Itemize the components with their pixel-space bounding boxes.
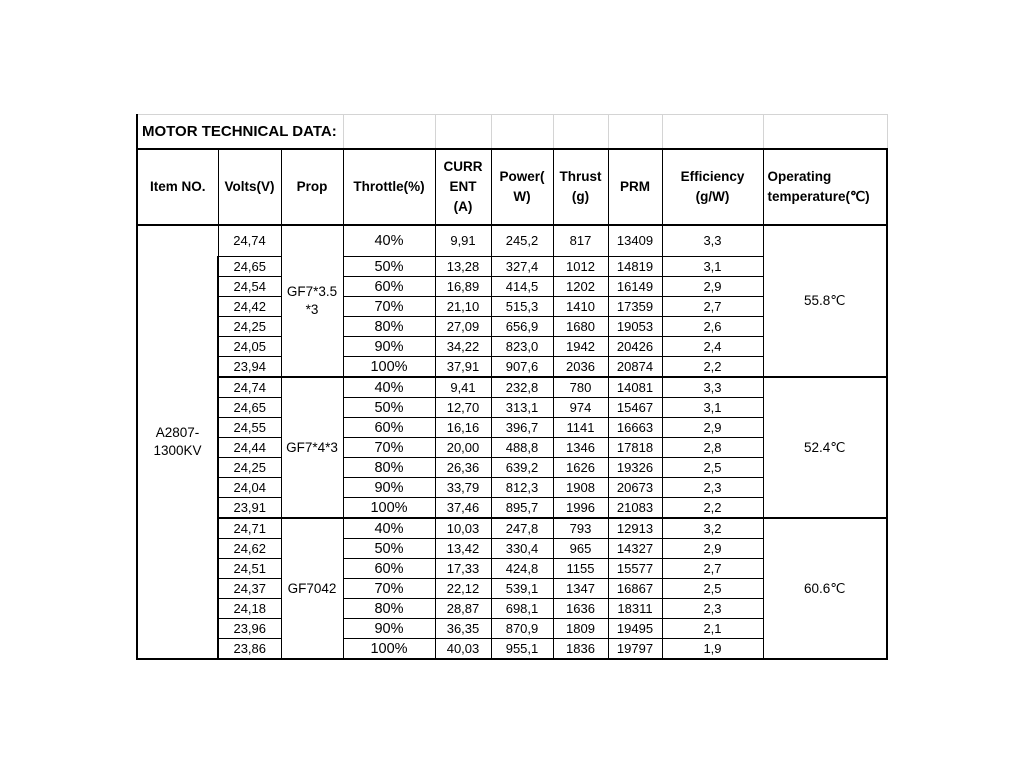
current-cell: 36,35 xyxy=(435,619,491,639)
throttle-cell: 40% xyxy=(343,518,435,539)
operating-temp-cell: 55.8℃ xyxy=(763,225,887,377)
rpm-cell: 19053 xyxy=(608,317,662,337)
header-current-line: ENT xyxy=(449,179,477,194)
efficiency-cell: 2,4 xyxy=(662,337,763,357)
throttle-cell: 60% xyxy=(343,277,435,297)
header-thrust xyxy=(553,149,608,225)
rpm-cell: 18311 xyxy=(608,599,662,619)
throttle-cell: 70% xyxy=(343,438,435,458)
table-row xyxy=(137,225,887,257)
throttle-cell: 60% xyxy=(343,559,435,579)
prop-line: GF7042 xyxy=(287,580,337,596)
volts-cell: 24,18 xyxy=(218,599,281,619)
thrust-cell: 1908 xyxy=(553,478,608,498)
current-cell: 10,03 xyxy=(435,518,491,539)
current-cell: 9,41 xyxy=(435,377,491,398)
prop-line: *3 xyxy=(305,302,319,317)
rpm-cell: 19495 xyxy=(608,619,662,639)
header-efficiency xyxy=(662,149,763,225)
thrust-cell: 817 xyxy=(553,225,608,257)
power-cell: 396,7 xyxy=(491,418,553,438)
empty-cell xyxy=(763,115,887,150)
power-cell: 515,3 xyxy=(491,297,553,317)
throttle-cell: 80% xyxy=(343,599,435,619)
thrust-cell: 793 xyxy=(553,518,608,539)
prop-line: GF7*3.5 xyxy=(286,284,338,299)
throttle-cell: 100% xyxy=(343,357,435,378)
prop-cell xyxy=(281,377,343,518)
header-power xyxy=(491,149,553,225)
power-cell: 895,7 xyxy=(491,498,553,519)
header-current xyxy=(435,149,491,225)
current-cell: 28,87 xyxy=(435,599,491,619)
power-cell: 488,8 xyxy=(491,438,553,458)
throttle-cell: 50% xyxy=(343,398,435,418)
volts-cell: 24,55 xyxy=(218,418,281,438)
current-cell: 34,22 xyxy=(435,337,491,357)
volts-cell: 24,65 xyxy=(218,257,281,277)
thrust-cell: 1942 xyxy=(553,337,608,357)
item-number-cell xyxy=(137,225,218,659)
volts-cell: 24,04 xyxy=(218,478,281,498)
header-rpm: PRM xyxy=(608,149,662,225)
prop-cell xyxy=(281,518,343,659)
throttle-cell: 90% xyxy=(343,478,435,498)
thrust-cell: 1202 xyxy=(553,277,608,297)
current-cell: 17,33 xyxy=(435,559,491,579)
current-cell: 20,00 xyxy=(435,438,491,458)
power-cell: 245,2 xyxy=(491,225,553,257)
efficiency-cell: 2,7 xyxy=(662,297,763,317)
throttle-cell: 80% xyxy=(343,317,435,337)
volts-cell: 24,65 xyxy=(218,398,281,418)
rpm-cell: 15467 xyxy=(608,398,662,418)
power-cell: 247,8 xyxy=(491,518,553,539)
power-cell: 539,1 xyxy=(491,579,553,599)
header-volts: Volts(V) xyxy=(218,149,281,225)
header-temp-line: temperature(℃) xyxy=(767,189,870,204)
thrust-cell: 1155 xyxy=(553,559,608,579)
power-cell: 955,1 xyxy=(491,639,553,660)
efficiency-cell: 2,6 xyxy=(662,317,763,337)
header-current-line: (A) xyxy=(453,199,473,214)
rpm-cell: 12913 xyxy=(608,518,662,539)
power-cell: 823,0 xyxy=(491,337,553,357)
rpm-cell: 17818 xyxy=(608,438,662,458)
volts-cell: 24,25 xyxy=(218,458,281,478)
throttle-cell: 70% xyxy=(343,297,435,317)
table-row xyxy=(137,377,887,398)
power-cell: 327,4 xyxy=(491,257,553,277)
current-cell: 27,09 xyxy=(435,317,491,337)
header-thrust-line: (g) xyxy=(571,189,590,204)
efficiency-cell: 2,1 xyxy=(662,619,763,639)
power-cell: 698,1 xyxy=(491,599,553,619)
efficiency-cell: 1,9 xyxy=(662,639,763,660)
power-cell: 313,1 xyxy=(491,398,553,418)
efficiency-cell: 2,8 xyxy=(662,438,763,458)
efficiency-cell: 2,2 xyxy=(662,357,763,378)
current-cell: 21,10 xyxy=(435,297,491,317)
volts-cell: 23,86 xyxy=(218,639,281,660)
operating-temp-cell: 52.4℃ xyxy=(763,377,887,518)
prop-line: GF7*4*3 xyxy=(286,439,338,455)
throttle-cell: 80% xyxy=(343,458,435,478)
efficiency-cell: 2,7 xyxy=(662,559,763,579)
efficiency-cell: 2,3 xyxy=(662,599,763,619)
empty-cell xyxy=(608,115,662,150)
volts-cell: 24,74 xyxy=(218,377,281,398)
rpm-cell: 15577 xyxy=(608,559,662,579)
current-cell: 9,91 xyxy=(435,225,491,257)
volts-cell: 24,25 xyxy=(218,317,281,337)
table-title: MOTOR TECHNICAL DATA: xyxy=(137,115,343,150)
throttle-cell: 50% xyxy=(343,539,435,559)
rpm-cell: 17359 xyxy=(608,297,662,317)
thrust-cell: 1410 xyxy=(553,297,608,317)
rpm-cell: 20426 xyxy=(608,337,662,357)
volts-cell: 23,94 xyxy=(218,357,281,378)
thrust-cell: 1636 xyxy=(553,599,608,619)
rpm-cell: 20874 xyxy=(608,357,662,378)
thrust-cell: 1012 xyxy=(553,257,608,277)
header-row xyxy=(137,149,887,225)
header-operating-temp xyxy=(763,149,887,225)
efficiency-cell: 3,2 xyxy=(662,518,763,539)
current-cell: 22,12 xyxy=(435,579,491,599)
current-cell: 13,28 xyxy=(435,257,491,277)
current-cell: 37,91 xyxy=(435,357,491,378)
item-line: A2807- xyxy=(155,425,200,440)
thrust-cell: 965 xyxy=(553,539,608,559)
efficiency-cell: 2,2 xyxy=(662,498,763,519)
current-cell: 13,42 xyxy=(435,539,491,559)
thrust-cell: 1626 xyxy=(553,458,608,478)
throttle-cell: 100% xyxy=(343,639,435,660)
volts-cell: 23,91 xyxy=(218,498,281,519)
thrust-cell: 1347 xyxy=(553,579,608,599)
thrust-cell: 1141 xyxy=(553,418,608,438)
current-cell: 16,16 xyxy=(435,418,491,438)
efficiency-cell: 3,1 xyxy=(662,398,763,418)
current-cell: 16,89 xyxy=(435,277,491,297)
efficiency-cell: 3,1 xyxy=(662,257,763,277)
power-cell: 424,8 xyxy=(491,559,553,579)
header-prop: Prop xyxy=(281,149,343,225)
thrust-cell: 974 xyxy=(553,398,608,418)
empty-cell xyxy=(343,115,435,150)
rpm-cell: 19797 xyxy=(608,639,662,660)
volts-cell: 24,44 xyxy=(218,438,281,458)
thrust-cell: 780 xyxy=(553,377,608,398)
header-item-no: Item NO. xyxy=(137,149,218,225)
empty-cell xyxy=(491,115,553,150)
power-cell: 812,3 xyxy=(491,478,553,498)
current-cell: 12,70 xyxy=(435,398,491,418)
efficiency-cell: 2,5 xyxy=(662,458,763,478)
power-cell: 870,9 xyxy=(491,619,553,639)
rpm-cell: 14327 xyxy=(608,539,662,559)
throttle-cell: 60% xyxy=(343,418,435,438)
rpm-cell: 16867 xyxy=(608,579,662,599)
header-power-line: W) xyxy=(513,189,531,204)
throttle-cell: 40% xyxy=(343,225,435,257)
efficiency-cell: 2,9 xyxy=(662,418,763,438)
current-cell: 37,46 xyxy=(435,498,491,519)
volts-cell: 23,96 xyxy=(218,619,281,639)
power-cell: 639,2 xyxy=(491,458,553,478)
thrust-cell: 2036 xyxy=(553,357,608,378)
thrust-cell: 1680 xyxy=(553,317,608,337)
throttle-cell: 100% xyxy=(343,498,435,519)
header-power-line: Power( xyxy=(499,169,545,184)
thrust-cell: 1996 xyxy=(553,498,608,519)
volts-cell: 24,51 xyxy=(218,559,281,579)
rpm-cell: 19326 xyxy=(608,458,662,478)
efficiency-cell: 2,9 xyxy=(662,277,763,297)
efficiency-cell: 2,9 xyxy=(662,539,763,559)
volts-cell: 24,62 xyxy=(218,539,281,559)
empty-cell xyxy=(662,115,763,150)
rpm-cell: 13409 xyxy=(608,225,662,257)
throttle-cell: 40% xyxy=(343,377,435,398)
current-cell: 26,36 xyxy=(435,458,491,478)
rpm-cell: 21083 xyxy=(608,498,662,519)
throttle-cell: 90% xyxy=(343,337,435,357)
motor-data-table xyxy=(136,114,888,660)
item-line: 1300KV xyxy=(153,443,202,458)
efficiency-cell: 3,3 xyxy=(662,225,763,257)
thrust-cell: 1346 xyxy=(553,438,608,458)
power-cell: 414,5 xyxy=(491,277,553,297)
current-cell: 33,79 xyxy=(435,478,491,498)
volts-cell: 24,71 xyxy=(218,518,281,539)
power-cell: 907,6 xyxy=(491,357,553,378)
throttle-cell: 70% xyxy=(343,579,435,599)
rpm-cell: 20673 xyxy=(608,478,662,498)
rpm-cell: 16149 xyxy=(608,277,662,297)
prop-cell xyxy=(281,225,343,377)
empty-cell xyxy=(553,115,608,150)
throttle-cell: 50% xyxy=(343,257,435,277)
efficiency-cell: 2,3 xyxy=(662,478,763,498)
volts-cell: 24,42 xyxy=(218,297,281,317)
header-thrust-line: Thrust xyxy=(559,169,602,184)
volts-cell: 24,74 xyxy=(218,225,281,257)
efficiency-cell: 3,3 xyxy=(662,377,763,398)
header-temp-line: Operating xyxy=(767,169,832,184)
power-cell: 656,9 xyxy=(491,317,553,337)
rpm-cell: 16663 xyxy=(608,418,662,438)
efficiency-cell: 2,5 xyxy=(662,579,763,599)
header-eff-line: Efficiency xyxy=(680,169,745,184)
header-eff-line: (g/W) xyxy=(695,189,730,204)
empty-cell xyxy=(435,115,491,150)
power-cell: 330,4 xyxy=(491,539,553,559)
power-cell: 232,8 xyxy=(491,377,553,398)
header-throttle: Throttle(%) xyxy=(343,149,435,225)
current-cell: 40,03 xyxy=(435,639,491,660)
thrust-cell: 1809 xyxy=(553,619,608,639)
volts-cell: 24,54 xyxy=(218,277,281,297)
rpm-cell: 14819 xyxy=(608,257,662,277)
rpm-cell: 14081 xyxy=(608,377,662,398)
header-current-line: CURR xyxy=(443,159,483,174)
volts-cell: 24,05 xyxy=(218,337,281,357)
table-row xyxy=(137,518,887,539)
throttle-cell: 90% xyxy=(343,619,435,639)
volts-cell: 24,37 xyxy=(218,579,281,599)
operating-temp-cell: 60.6℃ xyxy=(763,518,887,659)
title-row xyxy=(137,115,887,150)
thrust-cell: 1836 xyxy=(553,639,608,660)
